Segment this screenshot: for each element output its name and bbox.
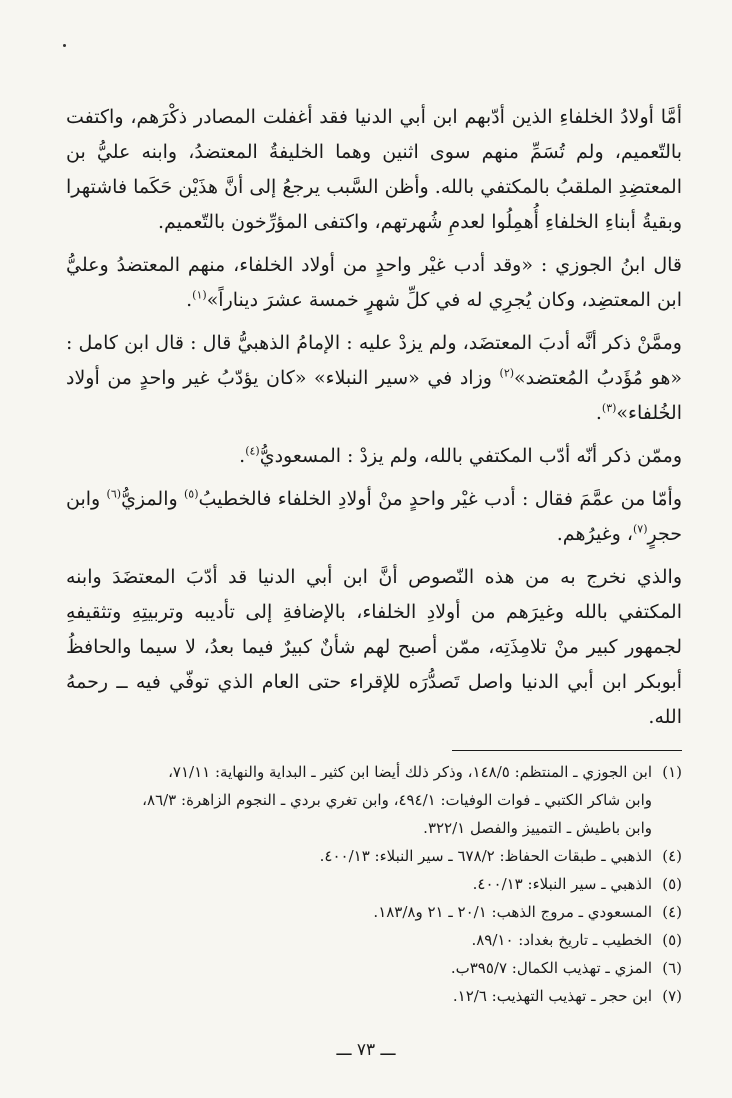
footnote-number: (٥): [662, 875, 682, 893]
footnote-ref-6: (٦): [106, 487, 122, 501]
footnote-number: (٤): [662, 847, 682, 865]
paragraph-2-end: .: [186, 289, 193, 311]
footnote: [66, 982, 682, 1010]
footnote-text: الخطيب ـ تاريخ بغداد: ٨٩/١٠.: [471, 931, 652, 949]
paragraph-2-text: قال ابنُ الجوزي : «وقد أدب غيْر واحدٍ من أولاد الخلفاء، منهم المعتضدُ وعليُّ ابن المعتضِد، وكان يُجرِي له في كلِّ شهرٍ خمسة عشرَ ديناراً»: [66, 254, 682, 311]
paragraph-4: [66, 439, 682, 474]
footnote-ref-2: (٢): [499, 366, 515, 380]
footnote: [66, 954, 682, 982]
footnote-text: وابن شاكر الكتبي ـ فوات الوفيات: ٤٩٤/١، وابن تغري بردي ـ النجوم الزاهرة: ٨٦/٣،: [142, 791, 652, 809]
footnote-number: (٧): [662, 987, 682, 1005]
paragraph-4-end: .: [239, 445, 246, 467]
footnote-ref-5: (٥): [183, 487, 199, 501]
main-text: [66, 100, 682, 743]
footnote-text: وابن باطيش ـ التمييز والفصل ٣٢٢/١.: [423, 819, 652, 837]
paragraph-6: والذي نخرج به من هذه النّصوص أنَّ ابن أبي الدنيا قد أدّبَ المعتضَدَ وابنه المكتفي بالله وغيرَهم من أولادِ الخلفاء، بالإضافةِ إلى تأديبه وتربيتِهِ وتثقيفهِ لجمهور كبير منْ تلامِذَتِه، ممّن أصبح لهم شأنٌ كبيرٌ فيما بعدُ، لا سيما والحافظُ أبوبكر ابن أبي الدنيا واصل تَصدُّرَه للإقراء حتى العام الذي توفّي فيه ــ رحمهُ الله.: [66, 566, 682, 728]
paragraph-5-text-b: والمزيُّ: [121, 488, 184, 510]
footnote-text: المزي ـ تهذيب الكمال: ٣٩٥/٧ب.: [450, 959, 652, 977]
footnote-text: المسعودي ـ مروج الذهب: ٢٠/١ ـ ٢١ و١٨٣/٨.: [373, 903, 652, 921]
paragraph-5-text-d: ، وغيرُهم.: [556, 523, 633, 545]
footnote: [66, 898, 682, 926]
footnote: [66, 842, 682, 870]
footnote-ref-3: (٣): [601, 401, 617, 415]
footnote-number: (١): [662, 763, 682, 781]
footnote: [66, 870, 682, 898]
footnote-ref-7: (٧): [632, 522, 648, 536]
paragraph-2: [66, 248, 682, 318]
footnote-text: ابن حجر ـ تهذيب التهذيب: ١٢/٦.: [452, 987, 652, 1005]
footnotes: [66, 758, 682, 1010]
footnote-number: (٥): [662, 931, 682, 949]
paragraph-4-text: وممّن ذكر أنّه أدّب المكتفي بالله، ولم يزدْ : المسعوديُّ: [259, 445, 682, 467]
footnote-ref-1: (١): [192, 288, 207, 302]
paragraph-1: أمَّا أولادُ الخلفاءِ الذين أدّبهم ابن أبي الدنيا فقد أغفلت المصادر ذكْرَهم، واكتفت بالتّعميم، ولم تُسَمِّ منهم سوى اثنين وهما الخليفةُ المعتضدُ، وابنه عليُّ بن المعتضِدِ الملقبُ بالمكتفي بالله. وأظن السَّبب يرجعُ إلى أنَّ هذَيْن حَكَما فاشتهرا وبقيةُ أبناءِ الخلفاءِ أُهمِلُوا لعدمِ شُهرتهم، واكتفى المؤرِّخون بالتّعميم.: [66, 106, 682, 233]
paragraph-3-end: .: [595, 402, 602, 424]
paragraph-5-text-a: وأمّا من عمَّمَ فقال : أدب غيْر واحدٍ منْ أولادِ الخلفاء فالخطيبُ: [198, 488, 683, 510]
footnote-text: الذهبي ـ سير النبلاء: ٤٠٠/١٣.: [472, 875, 652, 893]
footnote-number: (٤): [662, 903, 682, 921]
page-speck: [63, 44, 66, 47]
footnote-divider: [452, 750, 682, 751]
footnote-text: ابن الجوزي ـ المنتظم: ١٤٨/٥، وذكر ذلك أيضا ابن كثير ـ البداية والنهاية: ٧١/١١،: [168, 763, 652, 781]
paragraph-5: [66, 482, 682, 552]
paragraph-3-text-b: وزاد في «سير النبلاء» «كان يؤدّبُ غير واحدٍ من أولاد الخُلفاء»: [66, 367, 682, 424]
footnote-number: (٦): [662, 959, 682, 977]
footnote: [66, 926, 682, 954]
paragraph-5-text-c: وابن حجرٍ: [66, 488, 682, 545]
footnote: [66, 758, 682, 786]
footnote-continuation: [66, 786, 682, 814]
footnote-ref-4: (٤): [245, 444, 260, 458]
paragraph-3-text-a: وممَّنْ ذكر أنَّه أدبَ المعتضَد، ولم يزدْ عليه : الإمامُ الذهبيُّ قال : قال ابن كامل : «هو مُؤَدبُ المُعتضد»: [66, 332, 683, 389]
footnote-text: الذهبي ـ طبقات الحفاظ: ٦٧٨/٢ ـ سير النبلاء: ٤٠٠/١٣.: [319, 847, 652, 865]
page-number: ـــ ٧٣ ـــ: [336, 1040, 396, 1060]
footnote-continuation: [66, 814, 682, 842]
paragraph-3: [66, 326, 682, 431]
